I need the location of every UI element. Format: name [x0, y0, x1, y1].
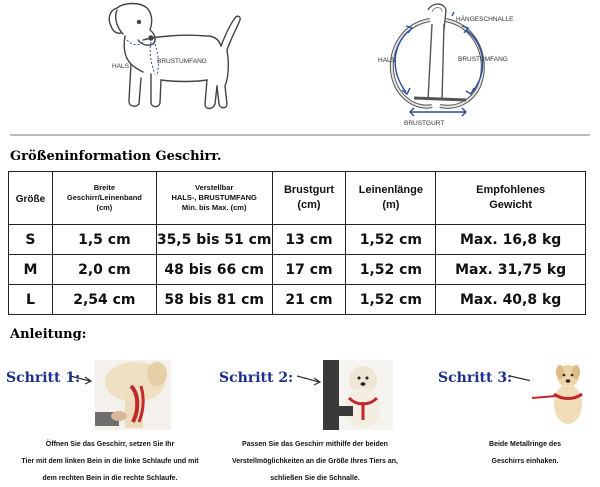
- step-3-photo: [530, 360, 592, 430]
- dog-harness-photo-icon: [323, 360, 393, 430]
- cell-adjustable: 58 bis 81 cm: [156, 285, 272, 315]
- harness-diagram: [370, 0, 540, 130]
- cell-chest-strap: 21 cm: [272, 285, 346, 315]
- cell-adjustable: 48 bis 66 cm: [156, 255, 272, 285]
- step-1-caption: Öffnen Sie das Geschirr, setzen Sie Ihr Tier mit dem linken Bein in die linke Schlaufe und mit dem rechten Bein in die rechte Schlaufe.: [21, 441, 199, 482]
- cell-width: 2,0 cm: [52, 255, 156, 285]
- cell-weight: Max. 16,8 kg: [436, 225, 586, 255]
- header-chest-strap: Brustgurt (cm): [272, 172, 346, 225]
- header-size: Größe: [9, 172, 53, 225]
- header-leash-length: Leinenlänge (m): [346, 172, 436, 225]
- cell-adjustable: 35,5 bis 51 cm: [156, 225, 272, 255]
- header-adjustable: Verstellbar HALS-, BRUSTUMFANG Min. bis Max. (cm): [156, 172, 272, 225]
- cell-width: 2,54 cm: [52, 285, 156, 315]
- dog-diagram: [95, 0, 245, 118]
- table-row: [9, 255, 586, 285]
- header-weight: Empfohlenes Gewicht: [436, 172, 586, 225]
- harness-buckle-label: HÄNGESCHNALLE: [456, 16, 514, 23]
- header-width: Breite Geschirr/Leinenband (cm): [52, 172, 156, 225]
- step-2-photo: [323, 360, 393, 430]
- dog-chest-label: BRUSTUMFANG: [157, 58, 207, 65]
- cell-chest-strap: 17 cm: [272, 255, 346, 285]
- harness-chest-label: BRUSTUMFANG: [458, 56, 508, 63]
- table-row: [9, 225, 586, 255]
- cell-chest-strap: 13 cm: [272, 225, 346, 255]
- cell-size: L: [9, 285, 53, 315]
- cell-weight: Max. 31,75 kg: [436, 255, 586, 285]
- size-info-title: Größeninformation Geschirr.: [10, 149, 222, 164]
- dog-neck-label: HALS: [112, 63, 129, 70]
- dog-harness-photo-icon: [95, 360, 171, 430]
- step-1-photo: [95, 360, 171, 430]
- instructions-title: Anleitung:: [10, 327, 87, 342]
- harness-strap-label: BRUSTGURT: [404, 120, 445, 127]
- cell-size: S: [9, 225, 53, 255]
- size-table-header: [9, 172, 586, 225]
- step-2-arrow-icon: [295, 372, 325, 386]
- harness-neck-label: HALS: [378, 57, 395, 64]
- size-table: [8, 171, 586, 315]
- step-1-label: Schritt 1:: [6, 370, 81, 386]
- step-3-caption: Beide Metallringe des Geschirrs einhaken.: [489, 441, 561, 465]
- cell-size: M: [9, 255, 53, 285]
- harness-icon: [370, 0, 540, 130]
- step-3-label: Schritt 3:: [438, 370, 513, 386]
- step-1-arrow-icon: [68, 372, 96, 386]
- cell-leash-length: 1,52 cm: [346, 225, 436, 255]
- step-2-label: Schritt 2:: [219, 370, 294, 386]
- dog-harness-photo-icon: [530, 360, 592, 430]
- top-divider: [10, 134, 590, 136]
- cell-weight: Max. 40,8 kg: [436, 285, 586, 315]
- cell-width: 1,5 cm: [52, 225, 156, 255]
- table-row: [9, 285, 586, 315]
- cell-leash-length: 1,52 cm: [346, 255, 436, 285]
- step-2-caption: Passen Sie das Geschirr mithilfe der beiden Verstellmöglichkeiten an die Größe Ihres Tiers an, schließen Sie die Schnalle.: [232, 441, 398, 482]
- cell-leash-length: 1,52 cm: [346, 285, 436, 315]
